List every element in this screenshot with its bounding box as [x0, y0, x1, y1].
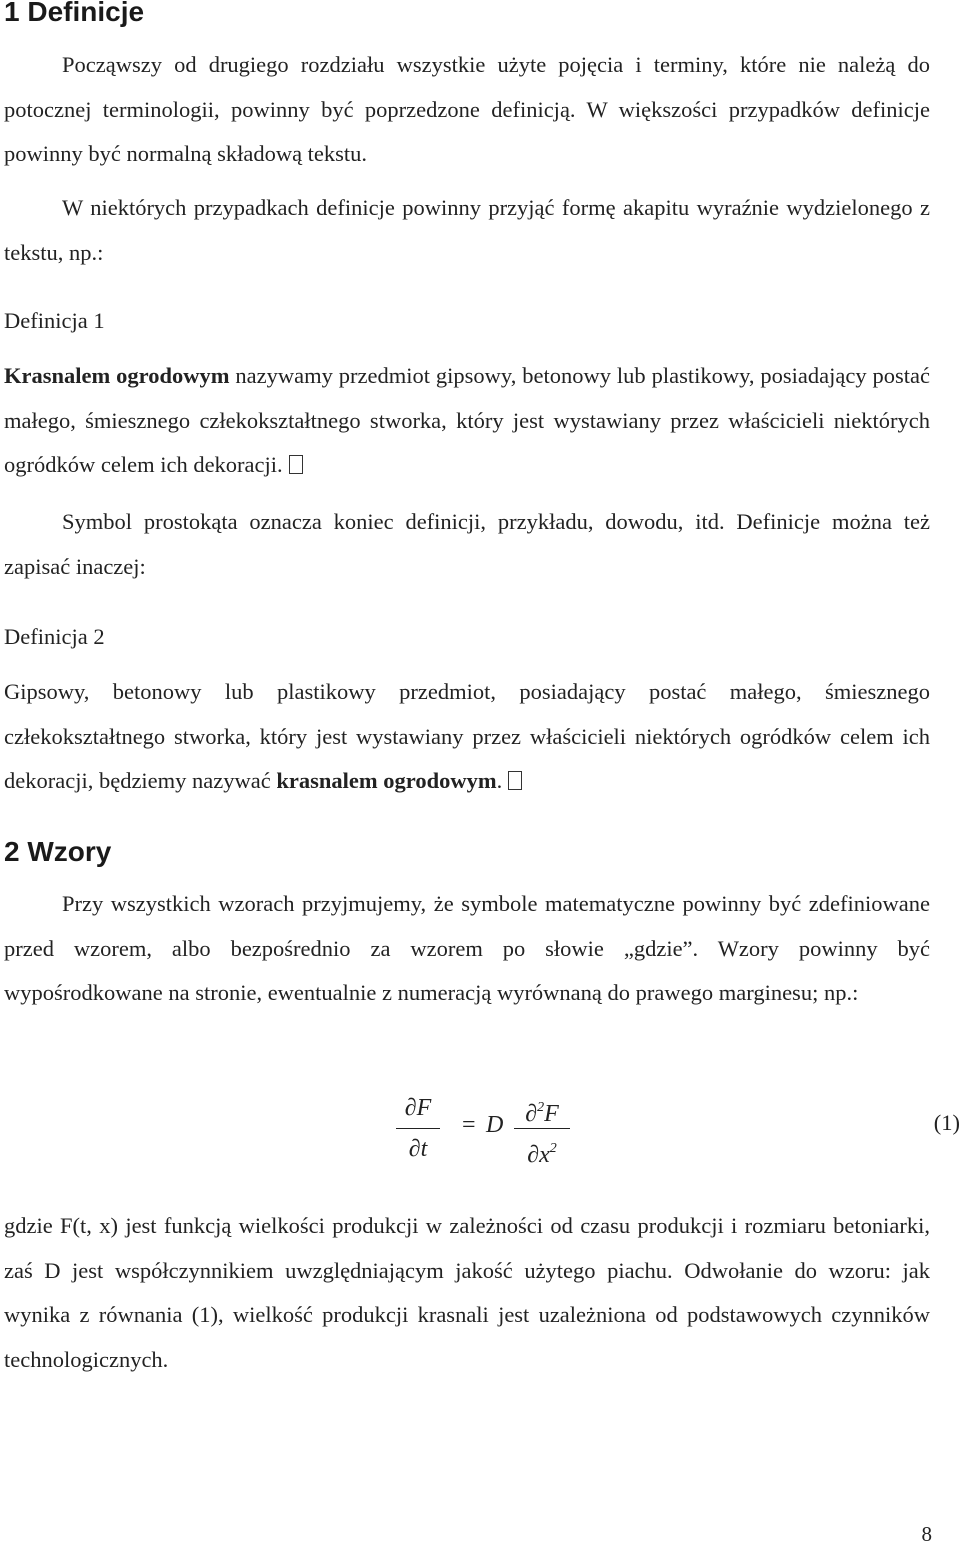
fraction-lhs-denominator: ∂t — [408, 1136, 428, 1162]
fraction-lhs — [396, 1090, 440, 1167]
definition-2-text: Gipsowy, betonowy lub plastikowy przedmiot, posiadający postać małego, śmiesznego człekokształtnego stworka, który jest wystawiany przez właścicieli niektórych ogródków celem ich dekoracji, będziemy nazywać — [4, 679, 930, 793]
page-number: 8 — [921, 1522, 932, 1546]
definition-2-term: krasnalem ogrodowym — [276, 768, 497, 793]
fraction-lhs-numerator: ∂F — [404, 1095, 432, 1121]
paragraph-where-text: gdzie F(t, x) jest funkcją wielkości produkcji w zależności od czasu produkcji i rozmiaru betoniarki, zaś D jest współczynnikiem uwzględniającym jakość użytego piachu. Odwołanie do wzoru: jak wynika z równania (1), wielkość produkcji krasnali jest uzależniona od podstawowych czynników technologicznych. — [4, 1213, 930, 1372]
paragraph-def-form-text: W niektórych przypadkach definicje powinny przyjąć formę akapitu wyraźnie wydzielonego z tekstu, np.: — [4, 195, 930, 265]
end-of-definition-icon — [289, 455, 303, 474]
end-of-definition-icon — [508, 771, 522, 790]
fraction-rhs-denominator: $\partial x^2$ — [527, 1141, 557, 1168]
paragraph-where — [4, 1204, 930, 1382]
definition-1-body — [4, 354, 930, 488]
paragraph-symbol — [4, 500, 930, 589]
definition-2-title: Definicja 2 — [4, 624, 105, 649]
paragraph-def-form — [4, 186, 930, 275]
paragraph-intro — [4, 43, 930, 177]
paragraph-formulas-text: Przy wszystkich wzorach przyjmujemy, że symbole matematyczne powinny być zdefiniowane przed wzorem, albo bezpośrednio za wzorem po słowie „gdzie”. Wzory powinny być wypośrodkowane na stronie, ewentualnie z numeracją wyrównaną do prawego marginesu; np.: — [4, 891, 930, 1005]
paragraph-symbol-text: Symbol prostokąta oznacza koniec definicji, przykładu, dowodu, itd. Definicje można też zapisać inaczej: — [4, 509, 930, 579]
coefficient-d: D — [486, 1112, 504, 1138]
equation-1 — [4, 1078, 960, 1188]
paragraph-formulas — [4, 882, 930, 1016]
equation-number: (1) — [933, 1110, 960, 1135]
definition-1-text: nazywamy przedmiot gipsowy, betonowy lub plastikowy, posiadający postać małego, śmiesznego człekokształtnego stworka, który jest wystawiany przez właścicieli niektórych ogródków celem ich dekoracji. — [4, 363, 931, 477]
definition-1-term: Krasnalem ogrodowym — [4, 363, 230, 388]
section-heading-wzory: 2 Wzory — [4, 836, 112, 867]
paragraph-intro-text: Począwszy od drugiego rozdziału wszystkie użyte pojęcia i terminy, które nie należą do potocznej terminologii, powinny być poprzedzone definicją. W większości przypadków definicje powinny być normalną składową tekstu. — [4, 52, 930, 166]
definition-2-body: Gipsowy, betonowy lub plastikowy przedmiot, posiadający postać małego, śmiesznego człekokształtnego stworka, który jest wystawiany przez właścicieli niektórych ogródków celem ich dekoracji, będziemy nazywać krasnalem ogrodowym. — [4, 679, 930, 793]
definition-1-title: Definicja 1 — [4, 308, 105, 333]
section-heading-definicje: 1 Definicje — [4, 0, 145, 27]
fraction-rhs — [514, 1090, 570, 1167]
fraction-rhs-numerator: ∂$^2$F — [525, 1100, 559, 1127]
equals-sign: = — [462, 1112, 476, 1138]
